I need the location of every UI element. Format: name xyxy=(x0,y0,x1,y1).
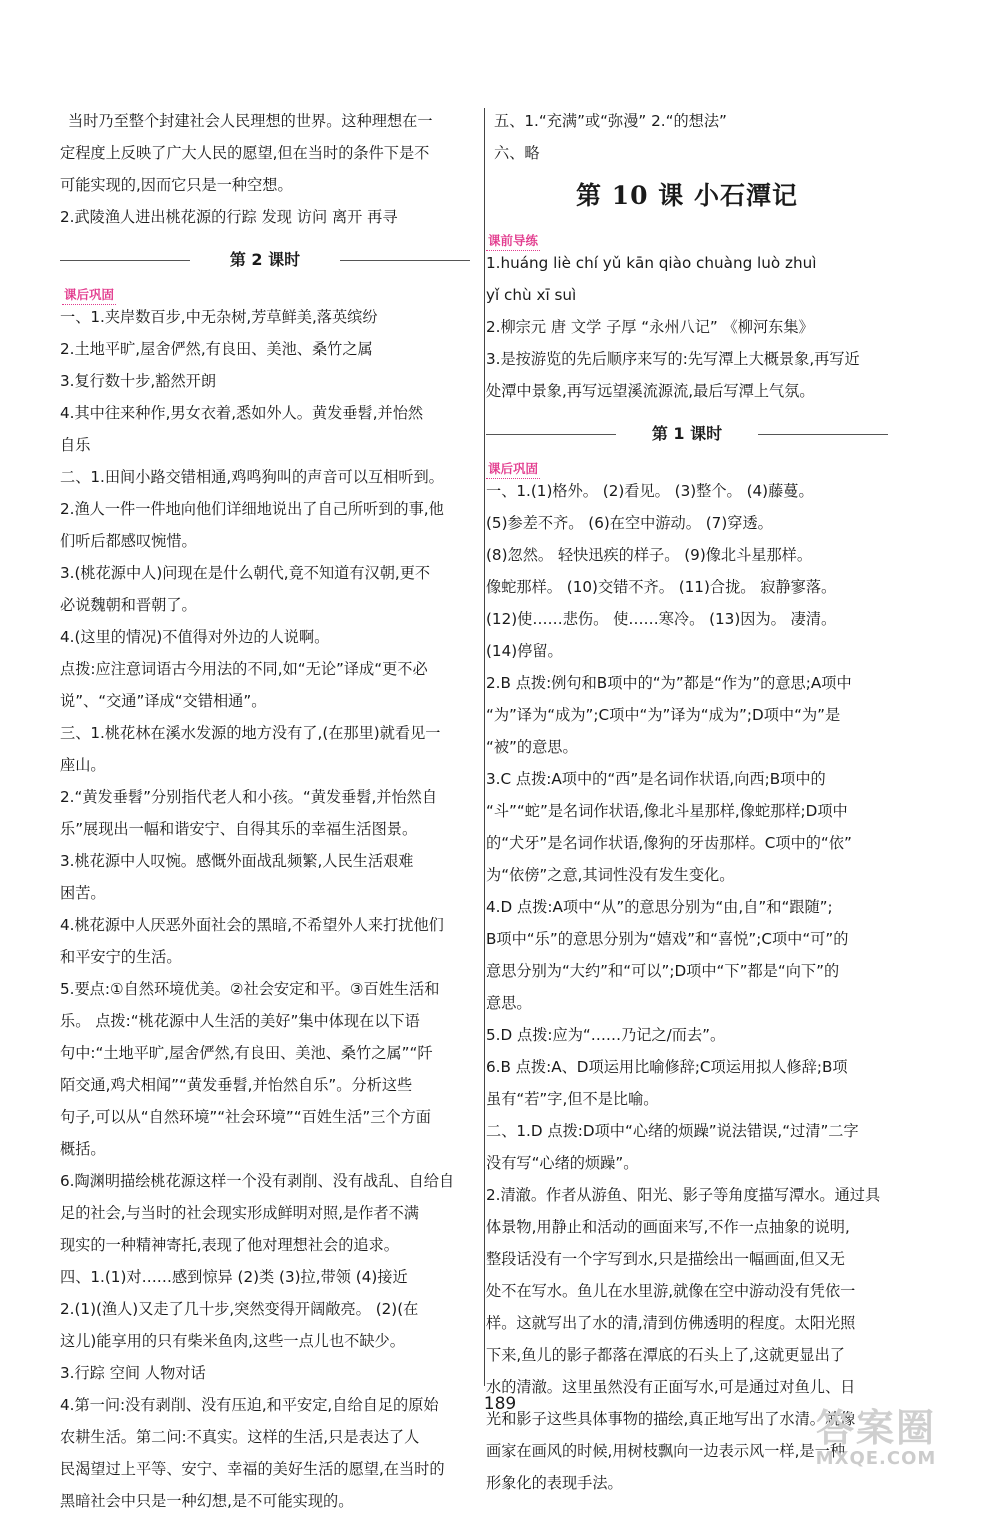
text-line: 处不在写水。鱼儿在水里游,就像在空中游动没有凭依一 xyxy=(486,1282,856,1300)
text-line: “斗”“蛇”是名词作状语,像北斗星那样,像蛇那样;D项中 xyxy=(486,802,848,820)
text-line: B项中“乐”的意思分别为“嬉戏”和“喜悦”;C项中“可”的 xyxy=(486,930,849,948)
text-line: 3.行踪 空间 人物对话 xyxy=(60,1364,206,1382)
right-preview-list xyxy=(486,254,888,414)
text-line: 2.B 点拨:例句和B项中的“为”都是“作为”的意思;A项中 xyxy=(486,674,852,692)
text-line: 2.(1)(渔人)又走了几十步,突然变得开阔敞亮。 (2)(在 xyxy=(60,1300,419,1318)
text-line: 足的社会,与当时的社会现实形成鲜明对照,是作者不满 xyxy=(60,1204,419,1222)
text-line: 6.B 点拨:A、D项运用比喻修辞;C项运用拟人修辞;B项 xyxy=(486,1058,848,1076)
text-line: (8)忽然。 轻快迅疾的样子。 (9)像北斗星那样。 xyxy=(486,546,813,564)
text-line: 虽有“若”字,但不是比喻。 xyxy=(486,1090,659,1108)
left-column xyxy=(60,112,470,1524)
lesson-title: 第 10 课 小石潭记 xyxy=(576,181,798,210)
text-line: 水的清澈。这里虽然没有正面写水,可是通过对鱼儿、日 xyxy=(486,1378,856,1396)
text-line: 形象化的表现手法。 xyxy=(486,1474,623,1492)
text-line: 二、1.D 点拨:D项中“心绪的烦躁”说法错误,“过清”二字 xyxy=(486,1122,859,1140)
right-answer-list xyxy=(486,482,888,1506)
text-line: 5.要点:①自然环境优美。②社会安定和平。③百姓生活和 xyxy=(60,980,440,998)
text-line: 3.(桃花源中人)问现在是什么朝代,竟不知道有汉朝,更不 xyxy=(60,564,431,582)
page-number: 189 xyxy=(483,1394,517,1414)
text-line: 四、1.(1)对……感到惊异 (2)类 (3)拉,带领 (4)接近 xyxy=(60,1268,408,1286)
text-line: 5.D 点拨:应为“……乃记之/而去”。 xyxy=(486,1026,726,1044)
text-line: 二、1.田间小路交错相通,鸡鸣狗叫的声音可以互相听到。 xyxy=(60,468,444,486)
text-line: 4.第一问:没有剥削、没有压迫,和平安定,自给自足的原始 xyxy=(60,1396,439,1414)
text-line: 4.桃花源中人厌恶外面社会的黑暗,不希望外人来打扰他们 xyxy=(60,916,444,934)
text-line: 体景物,用静止和活动的画面来写,不作一点抽象的说明, xyxy=(486,1218,850,1236)
text-line: (14)停留。 xyxy=(486,642,563,660)
heading-text: 第 2 课时 xyxy=(216,250,314,269)
text-line: 一、1.(1)格外。 (2)看见。 (3)整个。 (4)藤蔓。 xyxy=(486,482,814,500)
text-line: 整段话没有一个字写到水,只是描绘出一幅画面,但又无 xyxy=(486,1250,845,1268)
text-line: 乐。 点拨:“桃花源中人生活的美好”集中体现在以下语 xyxy=(60,1012,420,1030)
text-line: 4.D 点拨:A项中“从”的意思分别为“由,自”和“跟随”; xyxy=(486,898,833,916)
text-line: 意思。 xyxy=(486,994,532,1012)
text-line: 民渴望过上平等、安宁、幸福的美好生活的愿望,在当时的 xyxy=(60,1460,445,1478)
text-line: 4.(这里的情况)不值得对外边的人说啊。 xyxy=(60,628,330,646)
tag-row xyxy=(486,454,888,482)
tag-row xyxy=(486,226,888,254)
text-line: 陌交通,鸡犬相闻”“黄发垂髫,并怡然自乐”。分析这些 xyxy=(60,1076,413,1094)
text-line: 2.武陵渔人进出桃花源的行踪 发现 访问 离开 再寻 xyxy=(60,208,398,226)
text-line: 6.陶渊明描绘桃花源这样一个没有剥削、没有战乱、自给自 xyxy=(60,1172,455,1190)
text-line: 句子,可以从“自然环境”“社会环境”“百姓生活”三个方面 xyxy=(60,1108,431,1126)
right-column xyxy=(486,112,888,1506)
text-line: 意思分别为“大约”和“可以”;D项中“下”都是“向下”的 xyxy=(486,962,840,980)
text-line: 的“犬牙”是名词作状语,像狗的牙齿那样。C项中的“依” xyxy=(486,834,852,852)
text-line: 为“依傍”之意,其词性没有发生变化。 xyxy=(486,866,735,884)
text-line: 句中:“土地平旷,屋舍俨然,有良田、美池、桑竹之属”“阡 xyxy=(60,1044,433,1062)
section-heading xyxy=(486,414,888,454)
tag-post-class: 课后巩固 xyxy=(62,287,116,305)
text-line: (12)使……悲伤。 使……寒冷。 (13)因为。 凄清。 xyxy=(486,610,837,628)
text-line: 4.其中往来种作,男女衣着,悉如外人。黄发垂髫,并怡然 xyxy=(60,404,424,422)
text-line: 2.渔人一件一件地向他们详细地说出了自己所听到的事,他 xyxy=(60,500,444,518)
text-line: 困苦。 xyxy=(60,884,106,902)
text-line: 三、1.桃花林在溪水发源的地方没有了,(在那里)就看见一 xyxy=(60,724,441,742)
text-line: 这儿)能享用的只有柴米鱼肉,这些一点儿也不缺少。 xyxy=(60,1332,405,1350)
text-line: 农耕生活。第二问:不真实。这样的生活,只是表达了人 xyxy=(60,1428,420,1446)
text-line: 2.土地平旷,屋舍俨然,有良田、美池、桑竹之属 xyxy=(60,340,373,358)
text-line: 3.是按游览的先后顺序来写的:先写潭上大概景象,再写近 xyxy=(486,350,860,368)
watermark-text: 答案圈 xyxy=(815,1406,936,1450)
text-line: 们听后都感叹惋惜。 xyxy=(60,532,197,550)
text-line: (5)参差不齐。 (6)在空中游动。 (7)穿透。 xyxy=(486,514,773,532)
text-line: 六、略 xyxy=(494,144,540,162)
section-heading xyxy=(60,240,470,280)
text-line: 像蛇那样。 (10)交错不齐。 (11)合拢。 寂静寥落。 xyxy=(486,578,837,596)
tag-post-class: 课后巩固 xyxy=(486,461,540,479)
text-line: 五、1.“充满”或“弥漫” 2.“的想法” xyxy=(494,112,727,130)
text-line: 黑暗社会中只是一种幻想,是不可能实现的。 xyxy=(60,1492,354,1510)
text-line: 光和影子这些具体事物的描绘,真正地写出了水清。就像 xyxy=(486,1410,856,1428)
watermark-logo xyxy=(776,1408,976,1478)
text-line: 自乐 xyxy=(60,436,91,454)
text-line: 概括。 xyxy=(60,1140,106,1158)
text-line: 1.huáng liè chí yǔ kān qiào chuàng luò zhuì xyxy=(486,254,817,272)
text-line: 可能实现的,因而它只是一种空想。 xyxy=(60,176,293,194)
text-line: 必说魏朝和晋朝了。 xyxy=(60,596,197,614)
text-line: 下来,鱼儿的影子都落在潭底的石头上了,这就更显出了 xyxy=(486,1346,845,1364)
text-line: 当时乃至整个封建社会人民理想的世界。这种理想在一 xyxy=(68,112,433,130)
tag-row xyxy=(62,280,470,308)
text-line: 3.复行数十步,豁然开朗 xyxy=(60,372,217,390)
text-line: 2.“黄发垂髫”分别指代老人和小孩。“黄发垂髫,并怡然自 xyxy=(60,788,438,806)
text-line: 一、1.夹岸数百步,中无杂树,芳草鲜美,落英缤纷 xyxy=(60,308,378,326)
heading-rule-left xyxy=(486,434,616,435)
column-divider xyxy=(484,108,485,1386)
text-line: 现实的一种精神寄托,表现了他对理想社会的追求。 xyxy=(60,1236,399,1254)
text-line: 乐”展现出一幅和谐安宁、自得其乐的幸福生活图景。 xyxy=(60,820,418,838)
text-line: 画家在画风的时候,用树枝飘向一边表示风一样,是一种 xyxy=(486,1442,845,1460)
heading-rule-right xyxy=(340,260,470,261)
text-line: 2.清澈。作者从游鱼、阳光、影子等角度描写潭水。通过具 xyxy=(486,1186,881,1204)
heading-rule-left xyxy=(60,260,190,261)
text-line: yǐ chù xī suì xyxy=(486,286,577,304)
text-line: 3.C 点拨:A项中的“西”是名词作状语,向西;B项中的 xyxy=(486,770,826,788)
text-line: 3.桃花源中人叹惋。感慨外面战乱频繁,人民生活艰难 xyxy=(60,852,414,870)
text-line: 和平安宁的生活。 xyxy=(60,948,182,966)
text-line: 样。这就写出了水的清,清到仿佛透明的程度。太阳光照 xyxy=(486,1314,856,1332)
text-line: 说”、“交通”译成“交错相通”。 xyxy=(60,692,267,710)
watermark-url: MXQE.COM xyxy=(815,1448,937,1469)
text-line: 定程度上反映了广大人民的愿望,但在当时的条件下是不 xyxy=(60,144,430,162)
tag-pre-class: 课前导练 xyxy=(486,233,540,251)
heading-text: 第 1 课时 xyxy=(638,424,736,443)
left-answer-list xyxy=(60,308,470,1524)
text-line: 处潭中景象,再写远望溪流源流,最后写潭上气氛。 xyxy=(486,382,815,400)
text-line: 没有写“心绪的烦躁”。 xyxy=(486,1154,639,1172)
text-line: 2.柳宗元 唐 文学 子厚 “永州八记” 《柳河东集》 xyxy=(486,318,814,336)
text-line: “被”的意思。 xyxy=(486,738,578,756)
text-line: “为”译为“成为”;C项中“为”译为“成为”;D项中“为”是 xyxy=(486,706,841,724)
text-line: 座山。 xyxy=(60,756,106,774)
text-line: 点拨:应注意词语古今用法的不同,如“无论”译成“更不必 xyxy=(60,660,428,678)
heading-rule-right xyxy=(758,434,888,435)
